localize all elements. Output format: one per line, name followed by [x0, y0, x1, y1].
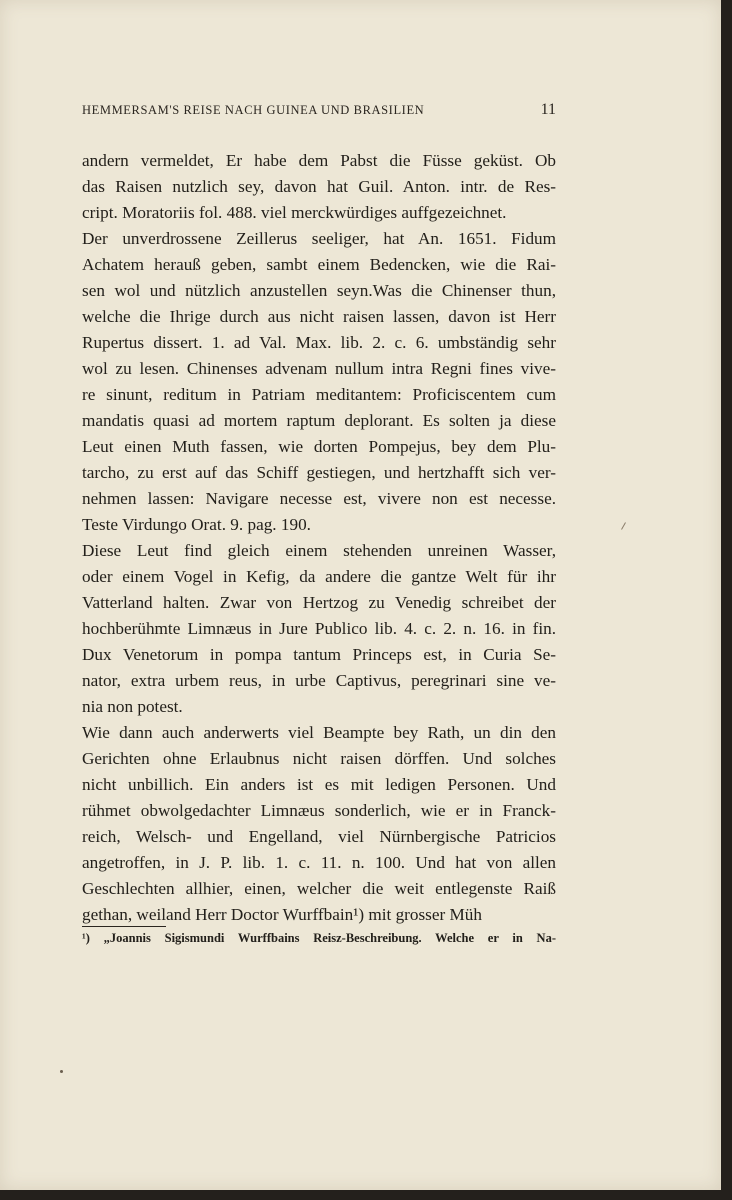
text-line: mandatis quasi ad mortem raptum deplorant. Es solten ja diese: [82, 411, 556, 430]
text-line: wol zu lesen. Chinenses advenam nullum intra Regni fines vive-: [82, 359, 556, 378]
body-text: [82, 148, 556, 928]
text-line: Diese Leut find gleich einem stehenden unreinen Wasser,: [82, 541, 556, 560]
text-line: re sinunt, reditum in Patriam meditantem: Proficiscentem cum: [82, 385, 556, 404]
text-line: Gerichten ohne Erlaubnus nicht raisen dörffen. Und solches: [82, 749, 556, 768]
text-line: nehmen lassen: Navigare necesse est, vivere non est necesse.: [82, 489, 556, 508]
footnote-rule: [82, 926, 166, 927]
text-line: sen wol und nützlich anzustellen seyn.Was die Chinenser thun,: [82, 281, 556, 300]
text-line: angetroffen, in J. P. lib. 1. c. 11. n. 100. Und hat von allen: [82, 853, 556, 872]
text-line: Teste Virdungo Orat. 9. pag. 190.: [82, 515, 311, 534]
text-line: nator, extra urbem reus, in urbe Captivus, peregrinari sine ve-: [82, 671, 556, 690]
text-line: reich, Welsch- und Engelland, viel Nürnbergische Patricios: [82, 827, 556, 846]
paragraph: [82, 720, 556, 928]
text-line: nicht unbillich. Ein anders ist es mit ledigen Personen. Und: [82, 775, 556, 794]
scan-edge-bottom: [0, 1190, 732, 1200]
text-line: Rupertus dissert. 1. ad Val. Max. lib. 2. c. 6. umbständig sehr: [82, 333, 556, 352]
running-title: HEMMERSAM'S REISE NACH GUINEA UND BRASILIEN: [82, 103, 425, 117]
page-number: 11: [540, 101, 556, 118]
paper-speck: [60, 1070, 63, 1073]
text-line: das Raisen nutzlich sey, davon hat Guil. Anton. intr. de Res-: [82, 177, 556, 196]
text-line: hochberühmte Limnæus in Jure Publico lib. 4. c. 2. n. 16. in fin.: [82, 619, 556, 638]
text-line: Leut einen Muth fassen, wie dorten Pompejus, bey dem Plu-: [82, 437, 556, 456]
text-line: andern vermeldet, Er habe dem Pabst die Füsse geküst. Ob: [82, 151, 556, 170]
paragraph: [82, 538, 556, 720]
scan-edge-right: [721, 0, 732, 1200]
paper-mark: [621, 522, 626, 529]
paragraph: [82, 148, 556, 226]
text-line: rühmet obwolgedachter Limnæus sonderlich, wie er in Franck-: [82, 801, 556, 820]
text-line: tarcho, zu erst auf das Schiff gestiegen, und hertzhafft sich ver-: [82, 463, 556, 482]
text-line: Geschlechten allhier, einen, welcher die weit entlegenste Raiß: [82, 879, 556, 898]
paragraph: [82, 226, 556, 538]
text-line: oder einem Vogel in Kefig, da andere die gantze Welt für ihr: [82, 567, 556, 586]
text-line: gethan, weiland Herr Doctor Wurffbain¹) mit grosser Müh: [82, 905, 482, 924]
text-line: cript. Moratoriis fol. 488. viel merckwürdiges auffgezeichnet.: [82, 203, 507, 222]
text-line: Vatterland halten. Zwar von Hertzog zu Venedig schreibet der: [82, 593, 556, 612]
text-line: Wie dann auch anderwerts viel Beampte bey Rath, un din den: [82, 723, 556, 742]
text-line: welche die Ihrige durch aus nicht raisen lassen, davon ist Herr: [82, 307, 556, 326]
text-line: Achatem herauß geben, sambt einem Bedencken, wie die Rai-: [82, 255, 556, 274]
text-line: Dux Venetorum in pompa tantum Princeps est, in Curia Se-: [82, 645, 556, 664]
text-line: nia non potest.: [82, 697, 183, 716]
footnote: ¹) „Joannis Sigismundi Wurffbains Reisz-Beschreibung. Welche er in Na-: [82, 931, 556, 945]
text-line: Der unverdrossene Zeillerus seeliger, hat An. 1651. Fidum: [82, 229, 556, 248]
